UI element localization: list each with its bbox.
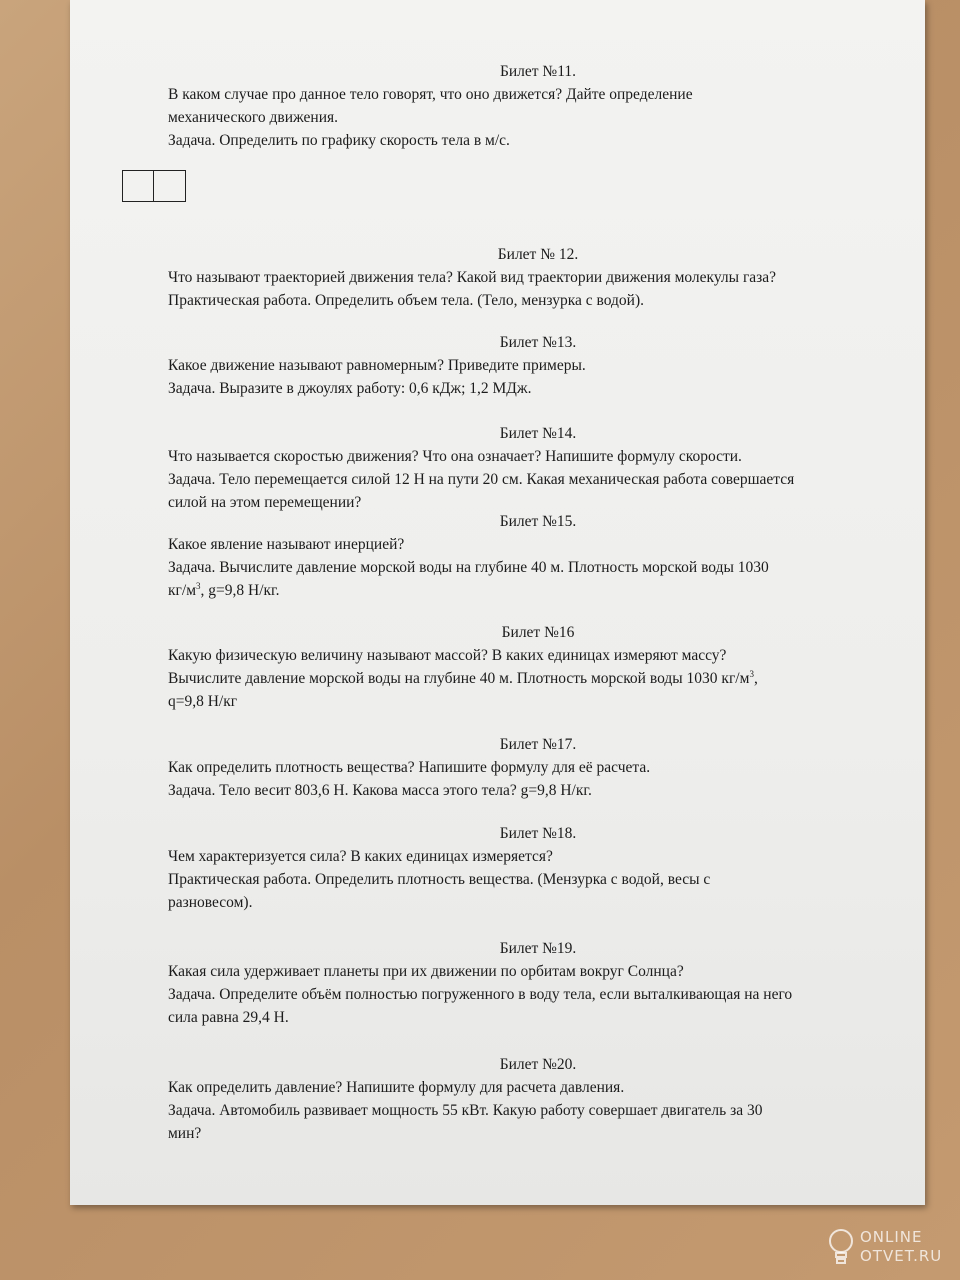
unit-text: , g=9,8 Н/кг. xyxy=(200,582,280,599)
superscript: 3 xyxy=(196,580,201,591)
ticket-text: мин? xyxy=(168,1125,202,1142)
unit-text: , xyxy=(753,670,758,687)
exam-sheet xyxy=(70,0,925,1205)
ticket-text: Как определить давление? Напишите формулу для расчета давления. xyxy=(168,1079,625,1096)
ticket-text: Задача. Автомобиль развивает мощность 55 кВт. Какую работу совершает двигатель за 30 xyxy=(168,1102,763,1119)
ticket-15 xyxy=(168,510,868,602)
ticket-title: Билет №14. xyxy=(499,425,577,442)
ticket-title: Билет №16 xyxy=(501,624,575,641)
ticket-title: Билет №20. xyxy=(499,1056,577,1073)
graph-placeholder-boxes xyxy=(122,170,186,202)
ticket-text: Задача. Вычислите давление морской воды на глубине 40 м. Плотность морской воды 1030 xyxy=(168,559,769,576)
ticket-title: Билет №18. xyxy=(499,825,577,842)
ticket-text: разновесом). xyxy=(168,894,253,911)
ticket-16 xyxy=(168,621,868,713)
graph-box xyxy=(122,170,154,202)
ticket-text: механического движения. xyxy=(168,109,339,126)
watermark-line: OTVET.RU xyxy=(860,1247,943,1265)
ticket-17 xyxy=(168,733,868,802)
ticket-14 xyxy=(168,422,868,514)
ticket-text: Задача. Тело весит 803,6 Н. Какова масса этого тела? g=9,8 Н/кг. xyxy=(168,782,592,799)
ticket-text: сила равна 29,4 Н. xyxy=(168,1009,289,1026)
ticket-text: Задача. Выразите в джоулях работу: 0,6 кДж; 1,2 МДж. xyxy=(168,380,532,397)
unit-text: кг/м xyxy=(168,582,197,599)
ticket-text: Как определить плотность вещества? Напишите формулу для её расчета. xyxy=(168,759,651,776)
ticket-title: Билет №19. xyxy=(499,940,577,957)
ticket-text: Какая сила удерживает планеты при их движении по орбитам вокруг Солнца? xyxy=(168,963,684,980)
graph-box xyxy=(154,170,186,202)
ticket-title: Билет №11. xyxy=(499,63,577,80)
ticket-19 xyxy=(168,937,868,1029)
ticket-text: Чем характеризуется сила? В каких единицах измеряется? xyxy=(168,848,553,865)
ticket-text: Практическая работа. Определить объем тела. (Тело, мензурка с водой). xyxy=(168,292,644,309)
ticket-title: Билет №17. xyxy=(499,736,577,753)
ticket-text: силой на этом перемещении? xyxy=(168,494,362,511)
ticket-18 xyxy=(168,822,868,914)
ticket-13 xyxy=(168,331,868,400)
ticket-text: Задача. Тело перемещается силой 12 Н на пути 20 см. Какая механическая работа совершается xyxy=(168,471,795,488)
superscript: 3 xyxy=(749,668,754,679)
ticket-title: Билет №15. xyxy=(499,513,577,530)
ticket-text xyxy=(168,579,868,602)
ticket-text: Что называется скоростью движения? Что она означает? Напишите формулу скорости. xyxy=(168,448,742,465)
watermark xyxy=(826,1224,946,1270)
ticket-title: Билет №13. xyxy=(499,334,577,351)
ticket-title: Билет № 12. xyxy=(497,246,579,263)
ticket-text: Какое явление называют инерцией? xyxy=(168,536,405,553)
lightbulb-icon xyxy=(826,1228,856,1266)
watermark-line: ONLINE xyxy=(860,1228,923,1246)
ticket-text: Какое движение называют равномерным? Приведите примеры. xyxy=(168,357,586,374)
unit-text: Вычислите давление морской воды на глубине 40 м. Плотность морской воды 1030 кг/м xyxy=(168,670,750,687)
ticket-20 xyxy=(168,1053,868,1145)
ticket-text xyxy=(168,667,868,690)
ticket-text: Что называют траекторией движения тела? Какой вид траектории движения молекулы газа? xyxy=(168,269,777,286)
ticket-11 xyxy=(168,60,868,152)
ticket-text: q=9,8 Н/кг xyxy=(168,693,238,710)
ticket-text: Задача. Определить по графику скорость тела в м/с. xyxy=(168,132,510,149)
ticket-text: Практическая работа. Определить плотность вещества. (Мензурка с водой, весы с xyxy=(168,871,711,888)
ticket-text: Задача. Определите объём полностью погруженного в воду тела, если выталкивающая на него xyxy=(168,986,793,1003)
ticket-text: Какую физическую величину называют массой? В каких единицах измеряют массу? xyxy=(168,647,727,664)
watermark-text xyxy=(860,1228,942,1266)
ticket-text: В каком случае про данное тело говорят, что оно движется? Дайте определение xyxy=(168,86,693,103)
ticket-12 xyxy=(168,243,868,312)
